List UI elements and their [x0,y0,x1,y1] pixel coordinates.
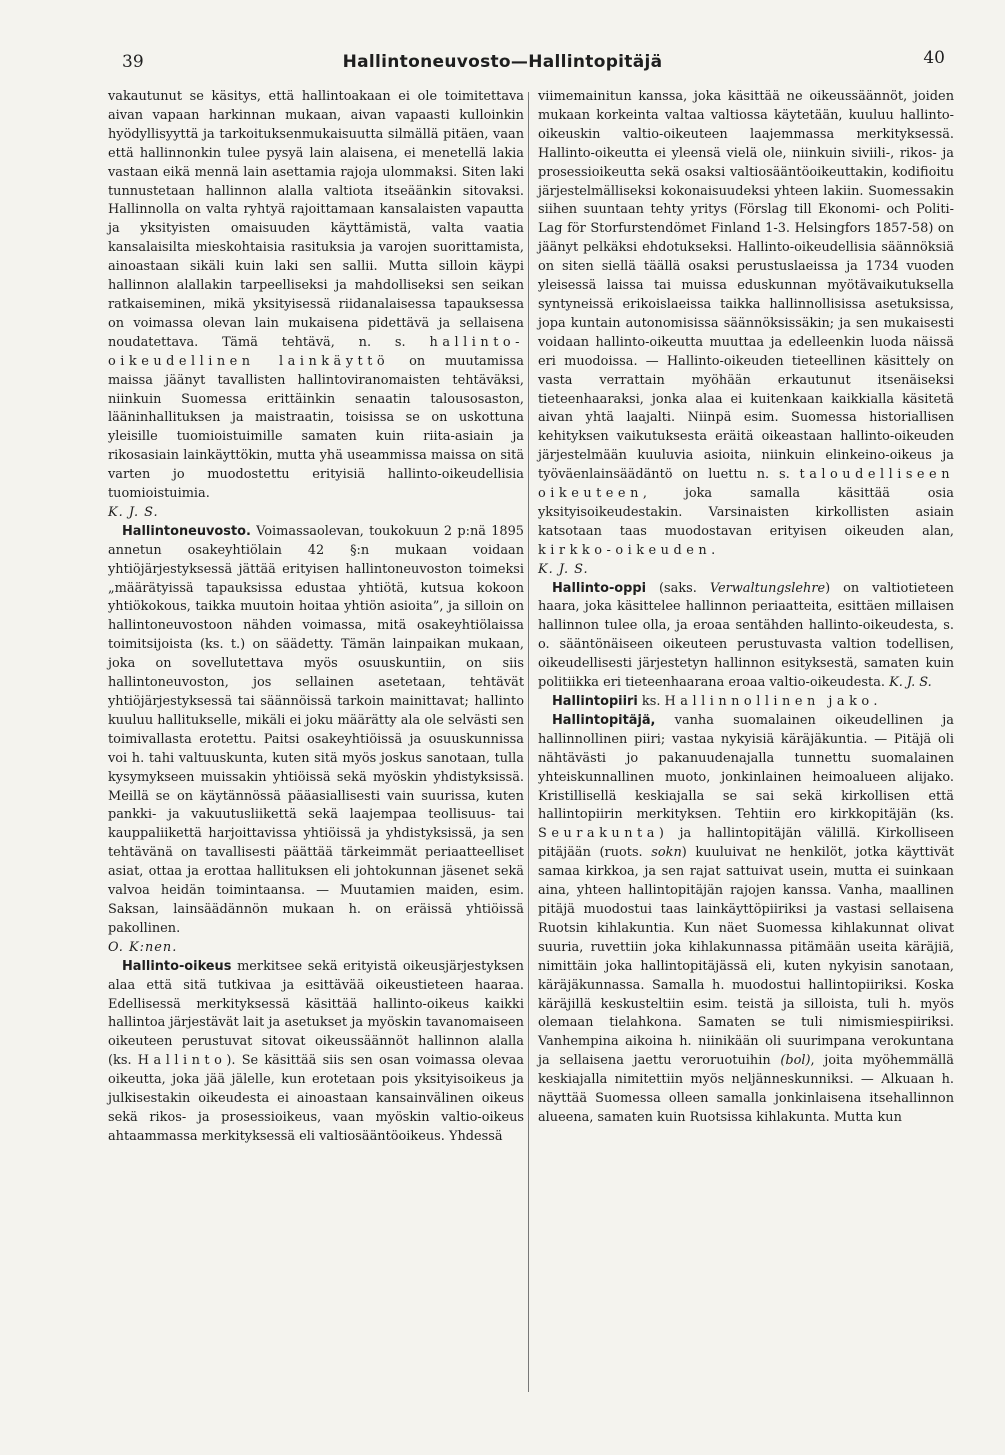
text: , joka samalla käsittää osia yksityisoikeudestakin. Varsinaisten kirkollisten asiain katsotaan taas muodostavan erityisen oikeuden alan, [538,486,954,539]
signature: K. J. S. [889,675,932,691]
entry-headword: Hallintoneuvosto. [122,523,251,539]
text: ks. [641,694,661,709]
text: , joita myöhemmällä keskiajalla nimitettiin myös neljänneskunniksi. — Alkuaan h. näyttää Suomessa olleen samalla jonkinlaisena itsehallinnon alueena, samaten kuin Ruotsissa kihlakunta. Mutta kun [538,1053,954,1125]
column-rule [528,92,529,1392]
text: vanha suomalainen oikeudellinen ja hallinnollinen piiri; vastaa nykyisiä käräjäkuntia. — Pitäjä oli nähtävästi jo pakanuudenajalla tunnettu suomalainen yhteiskunnallinen muoto, jonkinlainen heimoalueen alijako. Kristillisellä keskiajalla se sai sekä kirkollisen että hallintopiirin merkityksen. Tehtiin ero kirkkopitäjän (ks. [538,712,954,823]
paragraph [108,88,524,504]
entry-hallintopitaja [538,712,954,1128]
text: viimemainitun kanssa, joka käsittää ne oikeussäännöt, joiden mukaan korkeinta valtaa valtiossa käytetään, kuuluu hallinto-oikeuskin valtio-oikeuteen laajemmassa merkityksessä. Hallinto-oikeutta ei yleensä vielä ole, niinkuin siviili-, rikos- ja prosessioikeutta sekä osaksi valtiosääntöoikeuttakin, kodifioitu järjestelmälliseksi kokonaisuudeksi yhteen lakiin. Suomessakin siihen suuntaan tehty yritys (Förslag till Ekonomi- och Politi-Lag för Storfurstendömet Finland 1-3. Helsingfors 1857-58) on jäänyt pelkäksi ehdotukseksi. Hallinto-oikeudellisia säännöksiä on siten siellä täällä osaksi perustuslaeissa ja 1734 vuoden yleisessä laissa tai muissa eduskunnan myötävaikutuksella syntyneissä erikoislaeissa taikka hallinnollisissa asetuksissa, jopa kuntain autonomisissa säännöksissäkin; ja sen mukaisesti voidaan hallinto-oikeutta muuttaa ja edelleenkin luoda näissä eri muodoissa. — Hallinto-oikeuden tieteellinen käsittely on vasta verrattain myöhään erkautunut itsenäiseksi tieteenhaaraksi, jonka alaa ei kuitenkaan kaikkialla käsitetä aivan yhtä laajalti. Niinpä esim. Suomessa historiallisen kehityksen vaikutuksesta eräitä oikeastaan hallinto-oikeuden järjestelmään kuuluvia asioita, niinkuin elinkeino-oikeus ja työväenlainsäädäntö on luettu n. s. [538,89,954,483]
text: ) ja hallintopitäjän välillä. Kirkolliseen pitäjään (ruots. [538,826,954,861]
spaced-term: hallinto-oikeudellinen lainkäyttö [108,334,524,369]
italic-term: sokn [651,845,682,861]
running-head: Hallintoneuvosto—Hallintopitäjä [342,52,663,72]
italic-term: (bol) [780,1053,811,1069]
entry-headword: Hallintopitäjä, [552,712,656,728]
spaced-term: kirkko-oikeuden. [538,542,720,558]
spaced-term: Seurakunta [538,826,659,842]
entry-headword: Hallinto-oikeus [122,958,232,974]
page-number-left: 39 [122,52,144,72]
text: vakautunut se käsitys, että hallintoakaan ei ole toimitettava aivan vapaan harkinnan mukaan, aivan vapaasti kulloinkin hyödyllisyyttä ja tarkoituksenmukaisuutta silmällä pitäen, vaan että hallinnonkin tulee pysyä lain alaisena, ei menetellä lakia vastaan eikä mennä lain asettamia rajoja ulommaksi. Siten laki tunnustetaan hallinnon alalla valtiota itseäänkin sitovaksi. Hallinnolla on valta ryhtyä rajoittamaan kansalaisten vapautta ja yksityisten omaisuuden käyttämistä, valta vaatia kansalaisilta mieskohtaisia rasituksia ja varojen suorittamista, ainoastaan sikäli kuin laki sen sallii. Mutta silloin käypi hallinnon alallakin tarpeelliseksi ja mahdolliseksi sen seikan ratkaiseminen, mikä yksityisessä riidanalaisessa tapauksessa on voimassa olevan lain mukaisena pidettävä ja sellaisena noudatettava. Tämä tehtävä, n. s. [108,89,524,350]
entry-hallintoneuvosto [108,523,524,939]
entry-hallintopiiri [538,693,954,712]
text: merkitsee sekä erityistä oikeusjärjestyksen alaa että sitä tutkivaa ja esittävää oikeustieteen haaraa. Edellisessä merkityksessä käsittää hallinto-oikeus kaikki hallintoa järjestävät lait ja asetukset ja myöskin tavanomaiseen oikeuteen perustuvat sitovat oikeussäännöt hallinnon alalla (ks. [108,958,524,1069]
entry-hallinto-oikeus [108,958,524,1147]
spaced-term: taloudelliseen oikeuteen [538,467,954,502]
spaced-term: Hallinto [137,1053,227,1069]
text: Voimassaolevan, toukokuun 2 p:nä 1895 annetun osakeyhtiölain 42 §:n mukaan voidaan yhtiöjärjestyksessä jättää erityisen hallintoneuvoston toimeksi „määrätyissä tapauksissa edustaa yhtiötä, kutsua kokoon yhtiökokous, taikka muutoin hoitaa yhtiön asioita”, ja silloin on hallintoneuvostoon nähden voimassa, mitä osakeyhtiölaissa toimitsijoista (ks. t.) on säädetty. Tämän lainpaikan mukaan, joka on sovellutettava myös osuuskuntiin, on siis hallintoneuvoston, jos sellainen asetetaan, tehtävät yhtiöjärjestyksessä tai säännöissä tarkoin mainittavat; hallinto kuuluu hallitukselle, mikäli ei joku määrätty ala ole selvästi sen toimivallasta erotettu. Paitsi osakeyhtiöissä ja osuuskunnissa voi h. tahi valtuuskunta, kuten sitä myös joskus sanotaan, tulla kysymykseen muissakin yhtiöissä sekä myöskin yhdistyksissä. Meillä se on käytännössä pääasiallisesti vain suurissa, kuten pankki- ja vakuutusliikettä sekä laajempaa teollisuus- tai kauppaliikettä harjoittavissa yhtiöissä ja yhdistyksissä, ja sen tehtävänä on tavallisesti päättää tärkeimmät periaatteelliset asiat, ottaa ja erottaa hallituksen eli johtokunnan jäsenet sekä valvoa heidän toimintaansa. — Muutamien maiden, esim. Saksan, lainsäädännön mukaan h. on eräissä yhtiöissä pakollinen. [108,523,524,936]
page-number-right: 40 [923,48,945,68]
text: (saks. [659,580,697,596]
left-column [108,88,524,1147]
entry-headword: Hallinto-oppi [552,580,647,596]
text: ) on valtiotieteen haara, joka käsittelee hallinnon periaatteita, esittäen millaisen hallinnon tulee olla, ja eroaa sentähden hallinto-oikeudesta, s. o. sääntönäiseen oikeuteen perustuvasta valtion todellisen, oikeudellisesti järjestetyn hallinnon esityksestä, samaten kuin politiikka eri tieteenhaarana eroaa valtio-oikeudesta. [538,580,954,691]
text: ) kuuluivat ne henkilöt, jotka käyttivät samaa kirkkoa, ja sen rajat sattuivat usein, mutta ei suinkaan aina, yhteen hallintopitäjän rajojen kanssa. Vanha, maallinen pitäjä muodostui taas lainkäyttöpiiriksi ja vastasi sellaisena Ruotsin kihlakuntia. Kun näet Suomessa kihlakunnat olivat suuria, ruvettiin joka kihlakunnassa pitämään useita käräjiä, nimittäin joka hallintopitäjässä eli, kuten nykyisin sanotaan, käräjäkunnassa. Samalla h. muodostui hallintopiiriksi. Koska käräjillä keskusteltiin esim. teistä ja silloista, tuli h. myös olemaan tielahkona. Samaten se tuli nimismiespiiriksi. Vanhempina aikoina h. niinikään oli suurimpana verokuntana ja sellaisena jaettu veroruotuihin [538,845,954,1069]
entry-hallinto-oppi [538,580,954,693]
text: on muutamissa maissa jäänyt tavallisten hallintoviranomaisten tehtäväksi, niinkuin Suomessa erittäinkin senaatin talousosaston, lääninhallituksen ja maistraatin, toisissa se on uskottuna yleisille tuomioistuimille samaten kuin riita-asiain ja rikosasiain lainkäyttökin, mutta yhä useammissa maissa on sitä varten jo muodostettu erityisiä hallinto-oikeudellisia tuomioistuimia. [108,353,524,502]
entry-headword: Hallintopiiri [552,694,638,709]
italic-term: Verwaltungslehre [709,580,826,596]
right-column [538,88,954,1128]
signature: K. J. S. [538,561,589,577]
paragraph [538,88,954,561]
spaced-term: Hallinnollinen jako. [664,694,883,709]
signature: K. J. S. [108,504,159,520]
page-header [0,48,1005,78]
signature: O. K:nen. [108,939,178,955]
text: ). Se käsittää siis sen osan voimassa olevaa oikeutta, joka jää jälelle, kun erotetaan pois yksityisoikeus ja julkisestakin oikeudesta ei ainoastaan kansainvälinen oikeus sekä rikos- ja prosessioikeus, vaan myöskin valtio-oikeus ahtaammassa merkityksessä eli valtiosääntöoikeus. Yhdessä [108,1053,524,1144]
